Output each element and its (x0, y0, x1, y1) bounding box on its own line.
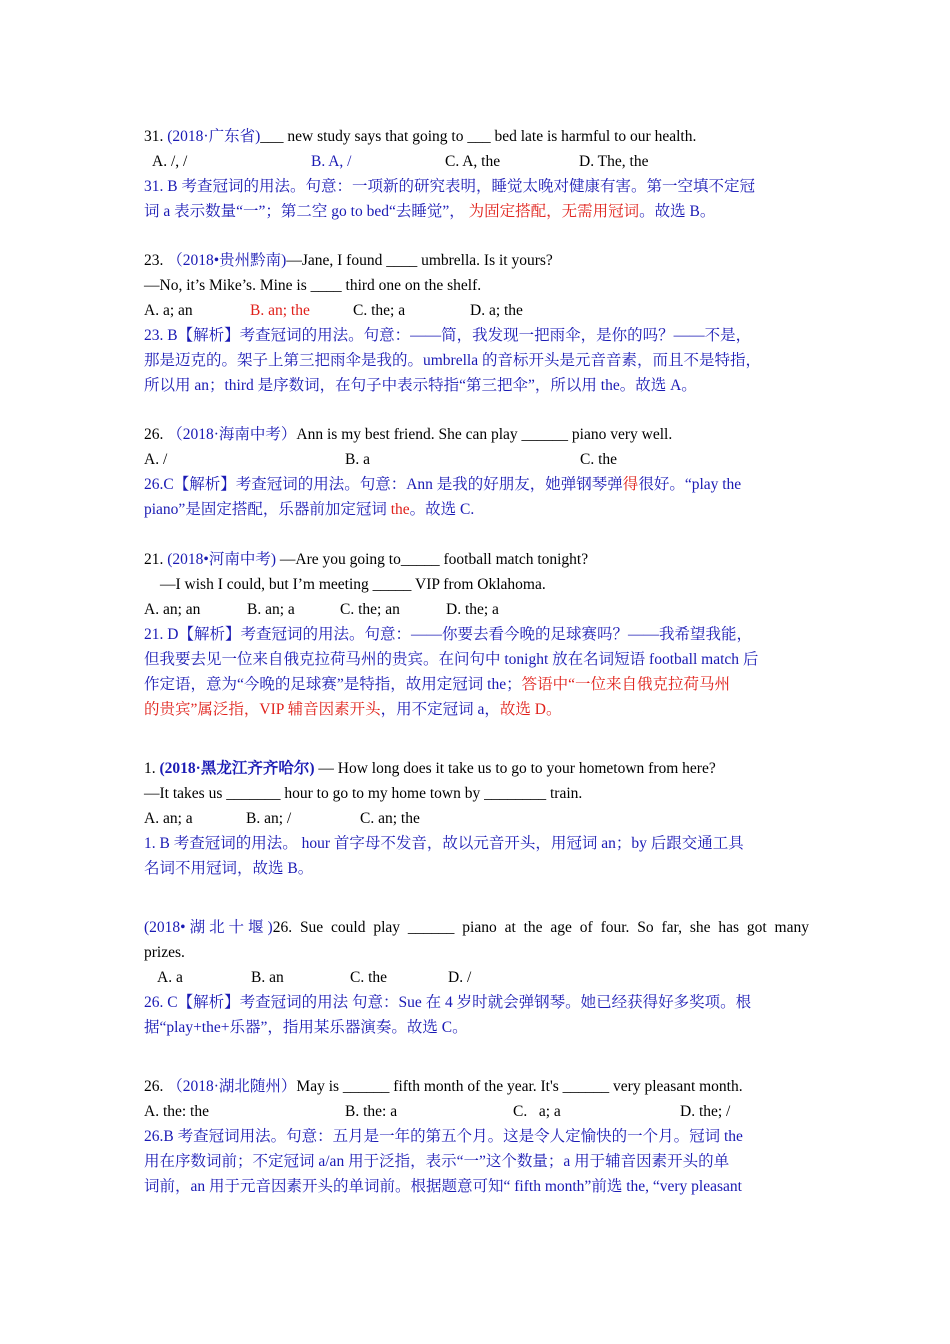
explanation-line: piano”是固定搭配，乐器前加定冠词 the。故选 C. (144, 501, 475, 518)
question-stem: 21. (2018•河南中考) —Are you going to_____ football match tonight? (144, 551, 589, 568)
option-c: C. an; the (360, 810, 420, 827)
option-b: B. an (251, 969, 284, 986)
explanation-line: 26.B 考查冠词用法。句意：五月是一年的第五个月。这是令人定愉快的一个月。冠词 the (144, 1128, 743, 1145)
option-c: C. the (350, 969, 388, 986)
question-stem: (2018•湖北十堰)26. Sue could play ______ piano at the age of four. So far, she has got many (144, 919, 809, 936)
question-23 (144, 248, 809, 398)
option-b: B. an; the (250, 302, 310, 319)
option-c: C. the; an (340, 601, 400, 618)
option-a: A. a (157, 969, 183, 986)
explanation-line: 词前，an 用于元音因素开头的单词前。根据题意可知“ fifth month”前选 the, “very pleasant (144, 1178, 742, 1195)
options-row (144, 1099, 809, 1124)
question-source: (2018·广东省) (167, 128, 261, 145)
question-stem: —It takes us _______ hour to go to my home town by ________ train. (144, 785, 583, 802)
question-stem: 23. （2018•贵州黔南)—Jane, I found ____ umbrella. Is it yours? (144, 252, 553, 269)
question-31 (144, 124, 809, 224)
option-a: A. /, / (152, 153, 188, 170)
explanation-line: 作定语，意为“今晚的足球赛”是特指，故用定冠词 the；答语中“一位来自俄克拉荷马州 (144, 676, 730, 693)
question-stem: —I wish I could, but I’m meeting _____ VIP from Oklahoma. (160, 576, 546, 593)
option-c: C. A, the (445, 153, 501, 170)
option-c: C. a; a (513, 1103, 561, 1120)
explanation-line: 所以用 an；third 是序数词，在句子中表示特指“第三把伞”，所以用 the。故选 A。 (144, 377, 697, 394)
explanation-line: 26.C【解析】考查冠词的用法。句意：Ann 是我的好朋友，她弹钢琴弹得很好。“play the (144, 476, 742, 493)
question-stem: 1. (2018·黑龙江齐齐哈尔) — How long does it take us to go to your hometown from here? (144, 760, 716, 777)
explanation-line: 21. D【解析】考查冠词的用法。句意：——你要去看今晚的足球赛吗？——我希望我能， (144, 626, 752, 643)
option-a: A. / (144, 451, 168, 468)
options-row (144, 298, 809, 323)
question-stem: 26. （2018·海南中考）Ann is my best friend. She can play ______ piano very well. (144, 426, 673, 443)
option-b: B. a (345, 451, 370, 468)
question-26-shiyan (144, 915, 809, 1040)
explanation-line: 词 a 表示数量“一”；第二空 go to bed“去睡觉”， 为固定搭配，无需用冠词。故选 B。 (144, 203, 716, 220)
explanation-line: 据“play+the+乐器”，指用某乐器演奏。故选 C。 (144, 1019, 468, 1036)
explanation-line: 26. C【解析】考查冠词的用法 句意：Sue 在 4 岁时就会弹钢琴。她已经获得好多奖项。根 (144, 994, 752, 1011)
question-1 (144, 756, 809, 881)
explanation-line: 1. B 考查冠词的用法。 hour 首字母不发音，故以元音开头，用冠词 an；by 后跟交通工具 (144, 835, 744, 852)
option-b: B. A, / (311, 153, 352, 170)
option-a: A. a; an (144, 302, 193, 319)
question-26-hainan (144, 422, 809, 522)
question-stem: prizes. (144, 944, 185, 961)
option-d: D. The, the (579, 153, 649, 170)
question-source: （2018•贵州黔南) (167, 252, 287, 269)
question-source: (2018•湖北十堰) (144, 919, 273, 936)
explanation-line: 31. B 考查冠词的用法。句意：一项新的研究表明，睡觉太晚对健康有害。第一空填不定冠 (144, 178, 755, 195)
question-stem: 26. （2018·湖北随州）May is ______ fifth month of the year. It's ______ very pleasant month. (144, 1078, 743, 1095)
option-d: D. / (448, 969, 472, 986)
explanation-line: 用在序数词前；不定冠词 a/an 用于泛指，表示“一”这个数量；a 用于辅音因素开头的单 (144, 1153, 730, 1170)
option-a: A. the: the (144, 1103, 209, 1120)
option-b: B. an; / (246, 810, 292, 827)
explanation-line: 的贵宾”属泛指，VIP 辅音因素开头，用不定冠词 a，故选 D。 (144, 701, 562, 718)
option-d: D. the; a (446, 601, 499, 618)
options-row (144, 965, 809, 990)
option-b: B. the: a (345, 1103, 398, 1120)
question-21 (144, 547, 809, 722)
option-d: D. the; / (680, 1103, 731, 1120)
option-b: B. an; a (247, 601, 295, 618)
options-row (144, 149, 809, 174)
question-stem: 31. (2018·广东省)___ new study says that going to ___ bed late is harmful to our health. (144, 128, 697, 145)
explanation-line: 但我要去见一位来自俄克拉荷马州的贵宾。在问句中 tonight 放在名词短语 football match 后 (144, 651, 759, 668)
options-row (144, 806, 809, 831)
option-d: D. a; the (470, 302, 523, 319)
question-stem: —No, it’s Mike’s. Mine is ____ third one on the shelf. (144, 277, 482, 294)
explanation-line: 那是迈克的。架子上第三把雨伞是我的。umbrella 的音标开头是元音音素，而且不是特指， (144, 352, 761, 369)
options-row (144, 447, 809, 472)
explanation-line: 23. B【解析】考查冠词的用法。句意：——简，我发现一把雨伞，是你的吗？——不是， (144, 327, 752, 344)
option-c: C. the (580, 451, 618, 468)
explanation-line: 名词不用冠词，故选 B。 (144, 860, 314, 877)
question-source: (2018•河南中考) (167, 551, 277, 568)
option-a: A. an; an (144, 601, 201, 618)
question-source: (2018·黑龙江齐齐哈尔) (159, 760, 315, 777)
question-source: （2018·湖北随州） (167, 1078, 297, 1095)
options-row (144, 597, 809, 622)
question-source: （2018·海南中考） (167, 426, 297, 443)
question-26-suizhou (144, 1074, 809, 1199)
option-a: A. an; a (144, 810, 193, 827)
option-c: C. the; a (353, 302, 406, 319)
